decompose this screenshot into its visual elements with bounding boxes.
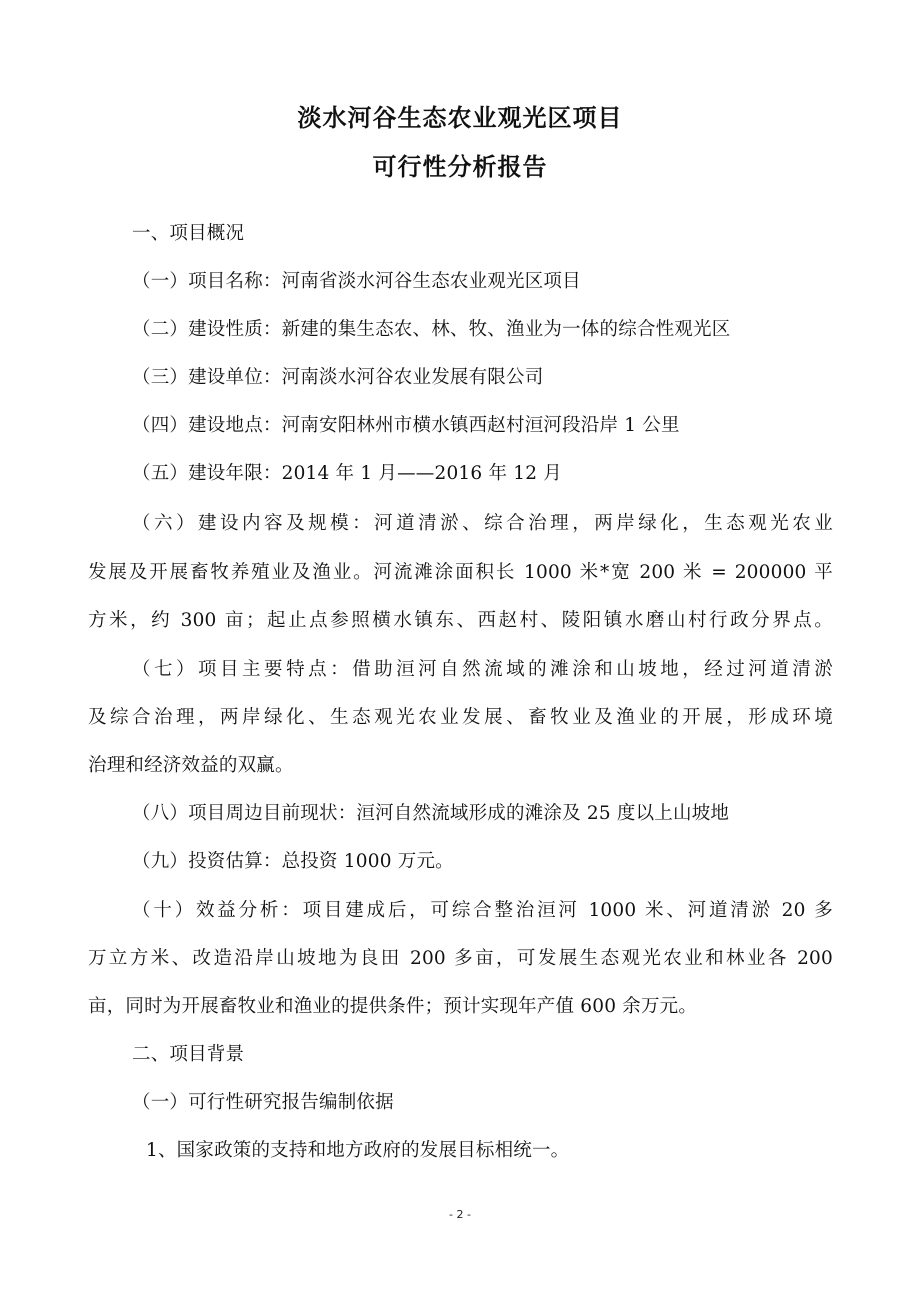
paragraph-line: 方米，约 300 亩；起止点参照横水镇东、西赵村、陵阳镇水磨山村行政分界点。: [88, 610, 833, 631]
paragraph-line: （四）建设地点：河南安阳林州市横水镇西赵村洹河段沿岸 1 公里: [132, 415, 680, 436]
document-title-line1: 淡水河谷生态农业观光区项目: [297, 104, 623, 132]
paragraph-line: 及综合治理，两岸绿化、生态观光农业发展、畜牧业及渔业的开展，形成环境: [88, 707, 833, 728]
paragraph-line: 1、国家政策的支持和地方政府的发展目标相统一。: [146, 1140, 570, 1161]
paragraph-line: （八）项目周边目前现状：洹河自然流域形成的滩涂及 25 度以上山坡地: [132, 803, 730, 824]
paragraph-line: 万立方米、改造沿岸山坡地为良田 200 多亩，可发展生态观光农业和林业各 200: [88, 948, 833, 969]
paragraph-line: 治理和经济效益的双赢。: [88, 755, 294, 776]
paragraph-line: （七）项目主要特点：借助洹河自然流域的滩涂和山坡地，经过河道清淤: [132, 659, 833, 680]
paragraph-line: 发展及开展畜牧养殖业及渔业。河流滩涂面积长 1000 米*宽 200 米 = 200000 平: [88, 562, 833, 583]
subsection-heading: （一）可行性研究报告编制依据: [132, 1092, 394, 1113]
section-heading-background: 二、项目背景: [132, 1044, 245, 1065]
paragraph-line: （十）效益分析：项目建成后，可综合整治洹河 1000 米、河道清淤 20 多: [132, 900, 833, 921]
paragraph-line: 亩，同时为开展畜牧业和渔业的提供条件；预计实现年产值 600 余万元。: [88, 996, 698, 1017]
paragraph-line: （一）项目名称：河南省淡水河谷生态农业观光区项目: [132, 271, 581, 292]
paragraph-line: （九）投资估算：总投资 1000 万元。: [132, 851, 454, 872]
paragraph-line: （五）建设年限：2014 年 1 月——2016 年 12 月: [132, 463, 562, 484]
paragraph-line: （六）建设内容及规模：河道清淤、综合治理，两岸绿化，生态观光农业: [132, 513, 833, 534]
paragraph-line: （三）建设单位：河南淡水河谷农业发展有限公司: [132, 367, 544, 388]
paragraph-line: （二）建设性质：新建的集生态农、林、牧、渔业为一体的综合性观光区: [132, 319, 731, 340]
section-heading-overview: 一、项目概况: [132, 223, 245, 244]
document-title-line2: 可行性分析报告: [372, 153, 548, 181]
page-number: - 2 -: [449, 1208, 471, 1221]
